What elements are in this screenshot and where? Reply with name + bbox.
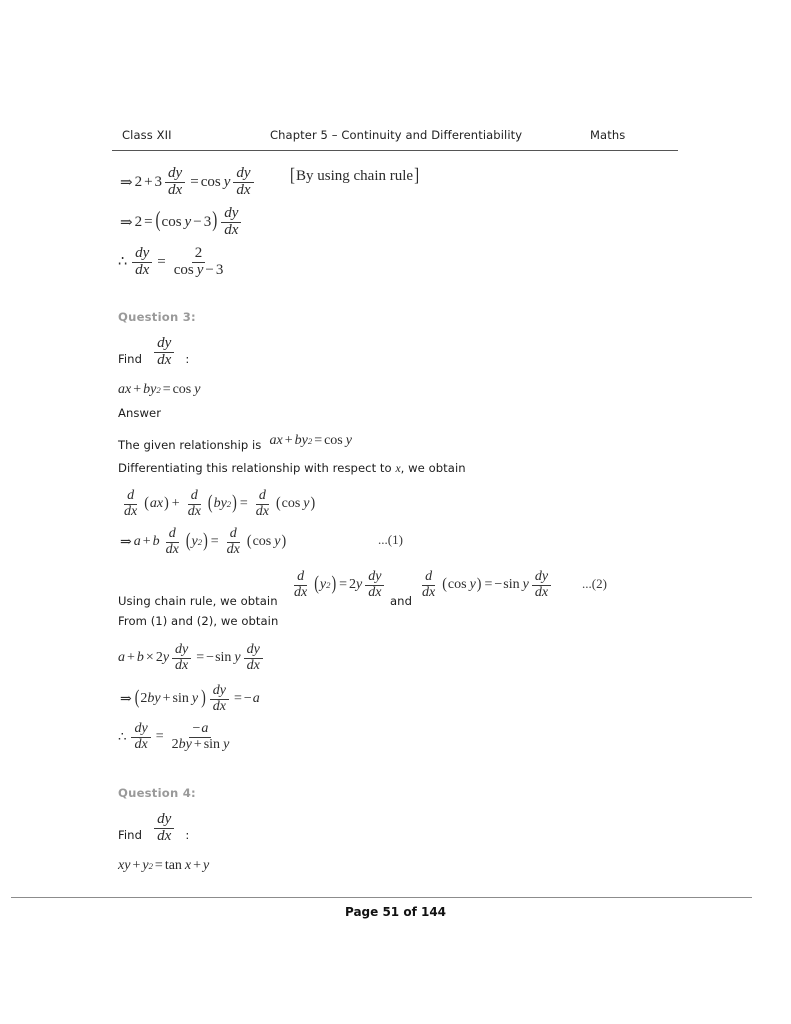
right-paren: ) [281,532,287,551]
variable-y: y [185,736,192,752]
cos-operator: cos [252,534,272,550]
minus-symbol: − [205,261,214,278]
variable-y: y [345,432,352,448]
fraction-denominator: dx [157,351,172,368]
fraction-dy-dx [130,246,154,278]
right-bracket: ] [414,165,420,186]
header-subject-label: Maths [590,128,626,142]
fraction-denominator: dx [255,503,269,519]
left-paren: ( [185,529,191,552]
chain-rule-note-text: By using chain rule [296,168,414,184]
fraction-numerator: d [166,527,179,543]
fraction-denominator: dx [212,698,226,714]
equation-collected [118,684,260,714]
numeral-two: 2 [171,736,179,752]
plus-symbol: + [144,173,153,190]
fraction-dy-dx [163,166,187,198]
implies-symbol: ⇒ [120,691,132,707]
numeral-three: 3 [215,261,224,278]
numeral-two: 2 [134,213,143,230]
numeral-three: 3 [203,213,212,230]
implies-symbol: ⇒ [120,214,133,231]
fraction-numerator: d [124,489,137,505]
cos-operator: cos [281,496,301,512]
therefore-symbol: ∴ [118,729,127,745]
variable-y: y [203,858,210,873]
variable-y: y [303,496,310,512]
right-paren: ) [232,491,237,514]
variable-b: b [213,496,221,512]
fraction-d-dx [183,489,206,519]
variable-y: y [356,577,363,593]
fraction-dy-dx [219,206,243,238]
fraction-dy-dx [231,166,255,198]
fraction-d-dx [119,489,142,519]
variable-a: a [149,496,157,512]
variable-x: x [125,382,132,397]
equals-symbol: = [196,650,205,666]
chain-rule-conjunction: and [390,594,412,608]
equation-tag-2: ...(2) [582,576,607,591]
fraction-dy-dx [242,643,265,673]
fraction-denominator: dx [246,657,260,673]
variable-y: y [194,382,201,397]
fraction-denominator: dx [224,221,239,238]
cos-operator: cos [324,432,343,448]
variable-y: y [150,382,157,397]
variable-y: y [234,650,241,666]
fraction-numerator: dy [132,246,152,263]
differentiating-text-part1: Differentiating this relationship with respect to [118,461,396,475]
numeral-three: 3 [154,173,163,190]
fraction-dy-dx [208,684,231,714]
right-paren: ) [331,572,337,595]
equation-step-2 [118,206,244,238]
equals-symbol: = [484,577,493,593]
variable-y: y [319,577,327,593]
equals-symbol: = [144,213,153,230]
variable-y: y [124,858,131,873]
variable-a: a [201,721,209,736]
variable-a: a [252,691,260,707]
right-paren: ) [212,209,218,233]
implies-symbol: ⇒ [120,174,133,191]
variable-x: x [118,858,125,873]
colon-label: : [185,352,190,367]
minus-symbol: − [192,721,201,736]
variable-y: y [184,213,192,230]
sin-operator: sin [503,577,520,593]
variable-y: y [191,691,199,707]
footer-divider [11,897,752,898]
variable-a: a [133,534,141,550]
fraction-denominator: dx [134,736,148,752]
fraction-numerator: dy [365,570,384,586]
fraction-numerator: dy [154,812,174,829]
plus-symbol: + [193,858,202,873]
prompt-fraction-dy-dx [147,812,177,844]
left-paren: ( [442,575,447,594]
equals-symbol: = [154,858,163,873]
find-label: Find [118,828,142,843]
fraction-denominator: dx [165,541,179,557]
header-class-label: Class XII [122,128,172,142]
fraction-d-dx [161,527,184,557]
equation-step-1 [118,166,257,198]
variable-b: b [147,691,155,707]
right-paren: ) [203,529,208,552]
fraction-d-dx [222,527,245,557]
fraction-numerator [189,722,211,738]
fraction-numerator: d [188,489,201,505]
equals-symbol: = [162,382,171,397]
equals-symbol: = [157,253,166,270]
chain-rule-equation-left: $\frac{d}{dx}$ ( y 2 ) = 2 y $\frac{dy}{dx}$ [288,570,387,600]
fraction-result [169,246,229,278]
fraction-numerator: d [227,527,240,543]
minus-symbol: − [193,213,202,230]
fraction-denominator: dx [124,503,138,519]
equals-symbol: = [339,577,348,593]
fraction-numerator: 2 [192,246,206,263]
fraction-numerator: d [294,570,307,586]
equation-expand: $\frac{d}{dx}$ ( a x ) + $\frac{d}{dx}$ ( b y 2 ) = $\frac{d}{dx}$ ( cos y ) [118,489,316,519]
chain-rule-note [290,165,420,186]
variable-b: b [294,432,302,448]
fraction-numerator: dy [154,336,174,353]
fraction-denominator: dx [168,181,183,198]
fraction-denominator [169,738,233,753]
sin-operator: sin [172,691,189,707]
fraction-denominator: dx [422,584,436,600]
fraction-denominator: dx [157,827,172,844]
fraction-numerator: dy [210,684,229,700]
left-paren: ( [275,494,281,513]
cos-operator: cos [172,382,192,397]
minus-symbol: − [494,577,503,593]
fraction-denominator: dx [294,584,308,600]
fraction-dy-dx [530,570,553,600]
implies-symbol: ⇒ [120,534,132,550]
given-relationship-text: The given relationship is [118,438,262,452]
question-3-prompt [118,336,189,368]
tan-operator: tan [164,858,182,873]
right-paren: ) [201,686,206,709]
variable-y: y [274,534,281,550]
sin-operator: sin [215,650,232,666]
cos-operator: cos [161,213,182,230]
variable-b: b [136,650,144,666]
equation-final-result [116,722,235,752]
from-1-and-2-line: From (1) and (2), we obtain [118,614,279,628]
differentiating-line [118,461,466,476]
question-3-heading: Question 3: [118,310,196,324]
page-footer: Page 51 of 144 [344,905,447,919]
fraction-numerator: dy [131,722,150,738]
equals-symbol: = [239,496,248,512]
chain-rule-line-label: Using chain rule, we obtain [118,594,278,608]
variable-y: y [223,736,230,752]
fraction-final [167,722,235,752]
variable-x-inline: x [395,462,401,475]
differentiating-text-part2: , we obtain [400,461,466,475]
numeral-two: 2 [155,650,163,666]
fraction-numerator: dy [221,206,241,223]
minus-symbol: − [206,650,215,666]
variable-x: x [156,496,164,512]
equals-symbol: = [190,173,199,190]
cos-operator: cos [173,261,194,278]
question-3-equation: a x + b y 2 = cos y [118,382,201,397]
fraction-denominator: dx [534,584,549,600]
colon-label: : [185,828,190,843]
plus-symbol: + [171,496,180,512]
fraction-d-dx [251,489,274,519]
fraction-numerator: d [422,570,435,586]
equation-reduced: ⇒ a + b $\frac{d}{dx}$ ( y 2 ) = $\frac{d}{dx}$ ( cos y ) [120,526,287,557]
plus-symbol: + [127,650,135,666]
fraction-denominator: dx [187,503,201,519]
variable-y: y [220,496,227,512]
plus-symbol: + [284,432,293,448]
variable-a: a [118,382,125,397]
fraction-d-dx [289,570,312,600]
fraction-denominator: dx [236,181,251,198]
right-paren: ) [310,494,316,513]
chain-rule-equation-right [416,570,554,600]
left-paren: ( [134,686,140,709]
variable-x: x [276,432,283,448]
fraction-numerator: dy [244,643,263,659]
variable-b: b [152,534,160,550]
variable-y: y [522,577,529,593]
right-paren: ) [476,575,482,594]
numeral-two: 2 [349,577,357,593]
left-bracket: [ [290,165,295,186]
fraction-denominator: dx [135,261,150,278]
page-header [112,128,678,151]
numeral-two: 2 [140,691,148,707]
fraction-denominator: dx [175,657,189,673]
question-4-prompt [118,812,189,844]
variable-y: y [469,577,476,593]
fraction-denominator: dx [226,541,240,557]
left-paren: ( [314,572,319,595]
plus-symbol: + [142,534,151,550]
fraction-denominator [171,263,227,279]
left-paren: ( [144,494,149,513]
variable-y: y [142,858,149,873]
fraction-numerator: d [256,489,269,505]
right-paren: ) [164,494,169,513]
fraction-d-dx [417,570,440,600]
minus-symbol: − [243,691,252,707]
plus-symbol: + [162,691,171,707]
equation-tag-1: ...(1) [378,532,403,547]
given-relationship-line [118,434,352,453]
equals-symbol: = [233,691,242,707]
header-row [112,128,678,142]
fraction-denominator: dx [368,584,382,600]
equals-symbol: = [210,534,219,550]
plus-symbol: + [193,736,202,752]
equals-symbol: = [155,729,164,745]
times-symbol: × [145,650,154,666]
variable-y: y [162,650,170,666]
equation-step-3 [116,246,229,278]
sin-operator: sin [203,736,221,752]
question-4-equation: x y + y 2 = tan x + y [118,858,210,873]
left-paren: ( [246,532,252,551]
header-chapter-title: Chapter 5 – Continuity and Differentiability [270,128,523,142]
variable-y: y [223,173,231,190]
variable-a: a [269,432,277,448]
fraction-numerator: dy [165,166,185,183]
numeral-two: 2 [134,173,143,190]
answer-label: Answer [118,406,162,420]
fraction-dy-dx [129,722,152,752]
plus-symbol: + [132,858,141,873]
cos-operator: cos [200,173,221,190]
equals-symbol: = [314,432,323,448]
variable-x: x [184,858,192,873]
variable-y: y [154,691,161,707]
left-paren: ( [207,491,213,514]
variable-a: a [118,650,125,666]
equation-substituted [118,643,266,673]
find-label: Find [118,352,142,367]
fraction-dy-dx [363,570,386,600]
cos-operator: cos [447,577,467,593]
prompt-fraction-dy-dx [147,336,177,368]
left-paren: ( [155,209,161,233]
fraction-numerator: dy [172,643,191,659]
variable-y: y [191,534,198,550]
fraction-dy-dx [170,643,193,673]
given-equation: a x + b y 2 = cos y [269,432,352,448]
variable-b: b [143,382,151,397]
fraction-numerator: dy [233,166,253,183]
therefore-symbol: ∴ [118,253,128,270]
fraction-numerator: dy [532,570,551,586]
variable-y: y [196,261,204,278]
variable-b: b [178,736,186,752]
question-4-heading: Question 4: [118,786,196,800]
plus-symbol: + [133,382,142,397]
variable-y: y [301,432,308,448]
